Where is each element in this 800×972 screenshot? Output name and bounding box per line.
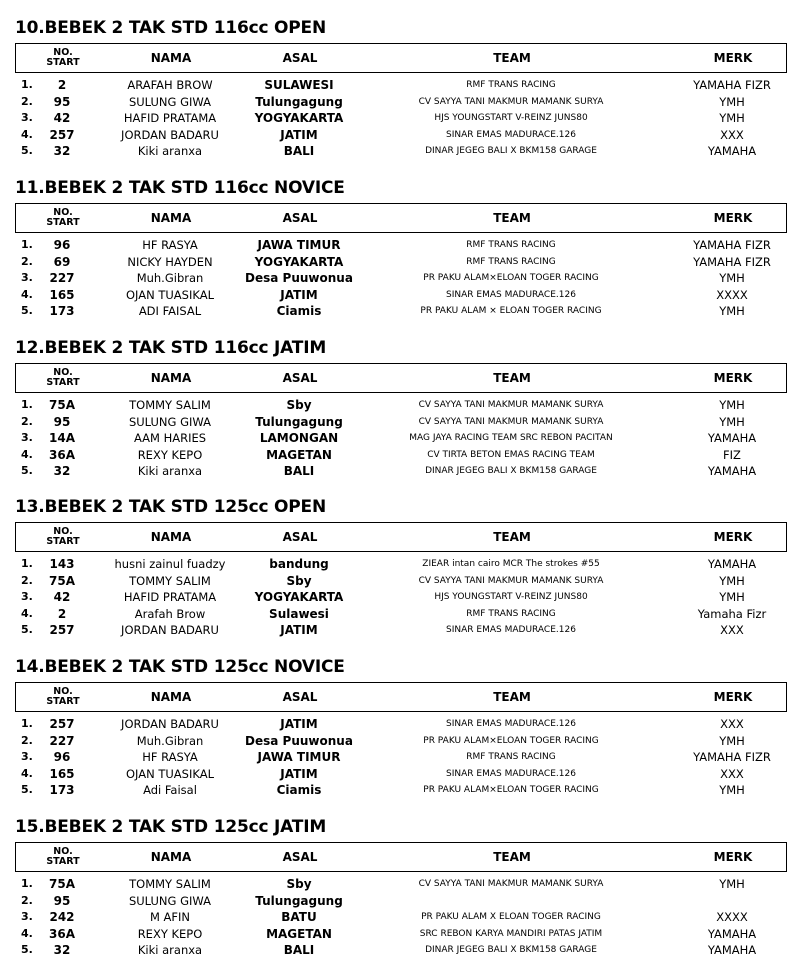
row-rider-name: OJAN TUASIKAL [126,766,214,781]
row-team: RMF TRANS RACING [466,608,556,619]
row-position: 2. [21,254,33,268]
table-row [15,909,787,926]
row-brand: YMH [719,94,745,109]
header-start-line: START [46,377,80,388]
row-rider-name: SULUNG GIWA [128,893,212,908]
row-position: 5. [21,304,33,317]
header-team: TEAM [493,371,531,385]
row-start-number: 32 [53,943,71,957]
row-origin: SULAWESI [264,78,334,92]
header-asal: ASAL [282,211,318,225]
row-rider-name: JORDAN BADARU [121,717,219,731]
table-row [15,77,787,94]
header-no-start [38,843,88,871]
row-origin: Tulungagung [255,94,343,109]
row-brand: YAMAHA [707,464,757,478]
row-position: 2. [21,94,33,108]
row-position: 5. [21,783,33,796]
table-rows [15,397,787,480]
row-origin: JATIM [280,717,318,731]
table-rows [15,716,787,799]
row-brand: YAMAHA [707,431,757,445]
row-start-number: 95 [53,893,71,908]
row-rider-name: SULUNG GIWA [128,414,212,429]
header-team: TEAM [493,530,531,544]
table-row [15,303,787,320]
row-position: 1. [21,78,33,91]
row-rider-name: TOMMY SALIM [129,877,211,891]
header-start-line: START [46,57,80,68]
row-rider-name: ARAFAH BROW [127,78,213,92]
table-row [15,766,787,783]
row-brand [677,893,787,910]
table-rows [15,77,787,160]
table-row [15,942,787,959]
header-team: TEAM [493,51,531,65]
class-title: 10.BEBEK 2 TAK STD 116cc OPEN [15,18,326,38]
row-origin: BALI [283,464,315,478]
row-origin: BATU [281,910,317,924]
row-start-number: 173 [49,783,75,797]
row-position: 1. [21,557,33,570]
row-team: RMF TRANS RACING [466,256,556,267]
header-merk: MERK [713,371,753,385]
row-position: 3. [21,750,33,763]
header-nama: NAMA [150,51,192,65]
row-origin: Tulungagung [255,893,343,908]
row-start-number: 95 [53,94,71,109]
row-brand: YMH [719,733,745,748]
row-rider-name: HAFID PRATAMA [123,590,217,604]
header-merk: MERK [713,690,753,704]
row-brand: YMH [719,783,745,797]
table-header [15,43,787,73]
table-row [15,94,787,111]
row-position: 3. [21,431,33,444]
table-row [15,110,787,127]
row-team: PR PAKU ALAM×ELOAN TOGER RACING [423,273,599,283]
row-start-number: 75A [49,398,75,412]
row-rider-name: TOMMY SALIM [129,573,211,588]
row-rider-name: ADI FAISAL [138,304,202,318]
row-start-number: 2 [57,606,67,621]
row-origin: BALI [283,943,315,957]
header-no-start [38,204,88,232]
row-start-number: 36A [49,447,75,462]
header-asal: ASAL [282,51,318,65]
row-team: SRC REBON KARYA MANDIRI PATAS JATIM [419,928,603,939]
row-brand: YMH [719,573,745,588]
row-team: DINAR JEGEG BALI X BKM158 GARAGE [425,146,597,156]
row-origin: Sby [286,573,312,588]
row-position: 4. [21,287,33,301]
row-team: MAG JAYA RACING TEAM SRC REBON PACITAN [409,433,613,443]
row-position: 3. [21,271,33,284]
table-row [15,716,787,733]
header-nama: NAMA [150,211,192,225]
row-rider-name: HF RASYA [142,750,198,764]
row-team: CV SAYYA TANI MAKMUR MAMANK SURYA [418,400,604,410]
row-rider-name: SULUNG GIWA [128,94,212,109]
row-rider-name: AAM HARIES [133,431,207,445]
row-brand: YAMAHA FIZR [693,78,771,92]
row-origin: MAGETAN [266,447,332,462]
row-rider-name: Muh.Gibran [136,271,204,285]
race-class-section [15,176,787,326]
row-brand: YAMAHA FIZR [693,254,771,269]
row-brand: XXXX [716,910,748,924]
row-brand: Yamaha Fizr [697,606,767,621]
row-brand: YMH [719,414,745,429]
class-title: 11.BEBEK 2 TAK STD 116cc NOVICE [15,178,345,198]
class-title: 13.BEBEK 2 TAK STD 125cc OPEN [15,497,326,517]
race-class-section [15,336,787,486]
table-row [15,606,787,623]
header-no-line: NO. [53,207,73,218]
row-team: DINAR JEGEG BALI X BKM158 GARAGE [425,945,597,955]
table-row [15,749,787,766]
class-title: 12.BEBEK 2 TAK STD 116cc JATIM [15,338,327,358]
row-brand: YMH [719,111,745,125]
header-merk: MERK [713,211,753,225]
table-header [15,363,787,393]
row-origin: Sulawesi [269,606,329,621]
row-brand: XXXX [716,287,748,302]
row-position: 2. [21,733,33,747]
row-position: 5. [21,623,33,636]
table-row [15,893,787,910]
row-start-number: 227 [49,733,75,748]
table-row [15,430,787,447]
row-position: 4. [21,127,33,141]
table-row [15,143,787,160]
table-rows [15,876,787,959]
row-rider-name: JORDAN BADARU [121,127,219,142]
row-team: CV SAYYA TANI MAKMUR MAMANK SURYA [418,879,604,889]
row-brand: YAMAHA FIZR [693,750,771,764]
row-position: 3. [21,590,33,603]
table-row [15,397,787,414]
row-origin: bandung [269,557,329,571]
row-rider-name: Kiki aranxa [137,144,203,158]
row-brand: XXX [720,717,744,731]
row-position: 2. [21,414,33,428]
row-position: 4. [21,766,33,780]
race-class-section [15,495,787,645]
row-rider-name: Arafah Brow [134,606,206,621]
row-start-number: 75A [49,573,75,588]
row-start-number: 257 [49,623,75,637]
row-team: CV TIRTA BETON EMAS RACING TEAM [427,449,595,460]
table-rows [15,556,787,639]
row-team: SINAR EMAS MADURACE.126 [446,625,576,635]
row-position: 4. [21,606,33,620]
row-position: 1. [21,238,33,251]
class-title: 14.BEBEK 2 TAK STD 125cc NOVICE [15,657,345,677]
row-brand: YAMAHA FIZR [693,238,771,252]
header-asal: ASAL [282,371,318,385]
header-no-line: NO. [53,686,73,697]
header-no-start [38,683,88,711]
row-origin: Tulungagung [255,414,343,429]
table-row [15,556,787,573]
row-origin: Sby [286,398,312,412]
row-origin: JATIM [280,287,318,302]
header-start-line: START [46,856,80,867]
header-team: TEAM [493,211,531,225]
row-position: 3. [21,910,33,923]
row-rider-name: HF RASYA [142,238,198,252]
row-position: 1. [21,398,33,411]
row-team: ZIEAR intan cairo MCR The strokes #55 [422,559,600,569]
row-brand: YMH [719,304,745,318]
row-position: 4. [21,447,33,461]
header-asal: ASAL [282,850,318,864]
table-row [15,254,787,271]
row-team: RMF TRANS RACING [466,752,556,762]
table-row [15,270,787,287]
table-row [15,287,787,304]
header-asal: ASAL [282,530,318,544]
row-start-number: 32 [53,144,71,158]
row-team: SINAR EMAS MADURACE.126 [446,289,576,300]
header-team: TEAM [493,850,531,864]
row-position: 5. [21,943,33,956]
row-position: 4. [21,926,33,940]
row-brand: XXX [720,766,744,781]
header-asal: ASAL [282,690,318,704]
row-brand: YAMAHA [707,144,757,158]
row-rider-name: HAFID PRATAMA [123,111,217,125]
header-nama: NAMA [150,371,192,385]
row-team: PR PAKU ALAM X ELOAN TOGER RACING [421,912,601,922]
header-no-line: NO. [53,47,73,58]
row-team: PR PAKU ALAM×ELOAN TOGER RACING [423,735,599,746]
row-start-number: 96 [53,238,71,252]
row-origin: MAGETAN [266,926,332,941]
race-class-section [15,16,787,166]
header-nama: NAMA [150,690,192,704]
row-start-number: 32 [53,464,71,478]
row-origin: JAWA TIMUR [257,238,341,252]
row-rider-name: OJAN TUASIKAL [126,287,214,302]
row-rider-name: REXY KEPO [137,447,203,462]
row-rider-name: REXY KEPO [137,926,203,941]
table-row [15,447,787,464]
row-start-number: 143 [49,557,75,571]
row-start-number: 257 [49,127,75,142]
table-row [15,237,787,254]
row-origin: BALI [283,144,315,158]
row-brand: YMH [719,398,745,412]
row-start-number: 36A [49,926,75,941]
row-position: 2. [21,573,33,587]
row-start-number: 42 [53,590,71,604]
header-no-start [38,44,88,72]
header-nama: NAMA [150,850,192,864]
header-start-line: START [46,536,80,547]
row-brand: YAMAHA [707,926,757,941]
table-row [15,127,787,144]
row-rider-name: Adi Faisal [143,783,197,797]
row-origin: Ciamis [276,304,322,318]
row-team: SINAR EMAS MADURACE.126 [446,129,576,140]
row-team [361,893,661,910]
header-no-line: NO. [53,526,73,537]
race-class-section [15,655,787,805]
row-start-number: 165 [49,766,75,781]
row-origin: Desa Puuwonua [245,271,353,285]
row-start-number: 173 [49,304,75,318]
row-team: CV SAYYA TANI MAKMUR MAMANK SURYA [418,416,604,427]
row-brand: XXX [720,127,744,142]
row-brand: XXX [720,623,744,637]
row-team: PR PAKU ALAM×ELOAN TOGER RACING [423,785,599,795]
row-origin: JATIM [280,623,318,637]
row-start-number: 14A [49,431,75,445]
row-team: CV SAYYA TANI MAKMUR MAMANK SURYA [418,96,604,107]
row-rider-name: Muh.Gibran [136,733,204,748]
row-position: 2. [21,893,33,907]
row-origin: YOGYAKARTA [254,254,344,269]
table-row [15,573,787,590]
row-origin: Ciamis [276,783,322,797]
table-row [15,876,787,893]
header-merk: MERK [713,51,753,65]
row-rider-name: M AFIN [149,910,191,924]
row-start-number: 257 [49,717,75,731]
row-origin: LAMONGAN [259,431,339,445]
row-position: 5. [21,464,33,477]
table-header [15,203,787,233]
row-start-number: 95 [53,414,71,429]
row-position: 1. [21,717,33,730]
row-rider-name: TOMMY SALIM [129,398,211,412]
table-row [15,414,787,431]
header-merk: MERK [713,530,753,544]
row-start-number: 96 [53,750,71,764]
row-start-number: 2 [57,78,67,92]
row-position: 5. [21,144,33,157]
table-header [15,682,787,712]
row-brand: YMH [719,590,745,604]
row-brand: YAMAHA [707,557,757,571]
table-row [15,782,787,799]
table-row [15,926,787,943]
row-origin: Desa Puuwonua [245,733,353,748]
row-origin: JAWA TIMUR [257,750,341,764]
header-team: TEAM [493,690,531,704]
row-start-number: 69 [53,254,71,269]
row-brand: YMH [719,271,745,285]
row-start-number: 75A [49,877,75,891]
row-origin: Sby [286,877,312,891]
row-team: DINAR JEGEG BALI X BKM158 GARAGE [425,466,597,476]
header-nama: NAMA [150,530,192,544]
class-title: 15.BEBEK 2 TAK STD 125cc JATIM [15,817,327,837]
row-team: SINAR EMAS MADURACE.126 [446,719,576,729]
row-brand: YAMAHA [707,943,757,957]
table-header [15,522,787,552]
table-row [15,622,787,639]
row-brand: YMH [719,877,745,891]
row-team: PR PAKU ALAM × ELOAN TOGER RACING [420,306,602,316]
row-team: HJS YOUNGSTART V-REINZ JUNS80 [434,113,588,123]
table-header [15,842,787,872]
row-position: 3. [21,111,33,124]
table-row [15,589,787,606]
row-rider-name: husni zainul fuadzy [114,557,226,571]
row-rider-name: Kiki aranxa [137,943,203,957]
row-brand: FIZ [723,447,741,462]
row-origin: YOGYAKARTA [254,111,344,125]
row-rider-name: NICKY HAYDEN [127,254,213,269]
header-merk: MERK [713,850,753,864]
race-class-section [15,815,787,965]
header-no-start [38,523,88,551]
header-no-line: NO. [53,846,73,857]
row-origin: JATIM [280,127,318,142]
table-row [15,733,787,750]
row-rider-name: Kiki aranxa [137,464,203,478]
header-no-start [38,364,88,392]
row-start-number: 42 [53,111,71,125]
row-team: SINAR EMAS MADURACE.126 [446,768,576,779]
table-row [15,463,787,480]
row-start-number: 242 [49,910,75,924]
row-position: 1. [21,877,33,890]
row-start-number: 227 [49,271,75,285]
row-team: HJS YOUNGSTART V-REINZ JUNS80 [434,592,588,602]
row-origin: JATIM [280,766,318,781]
header-start-line: START [46,696,80,707]
row-team: RMF TRANS RACING [466,240,556,250]
row-team: CV SAYYA TANI MAKMUR MAMANK SURYA [418,575,604,586]
table-rows [15,237,787,320]
row-rider-name: JORDAN BADARU [121,623,219,637]
row-team: RMF TRANS RACING [466,80,556,90]
row-start-number: 165 [49,287,75,302]
row-origin: YOGYAKARTA [254,590,344,604]
header-start-line: START [46,217,80,228]
header-no-line: NO. [53,367,73,378]
